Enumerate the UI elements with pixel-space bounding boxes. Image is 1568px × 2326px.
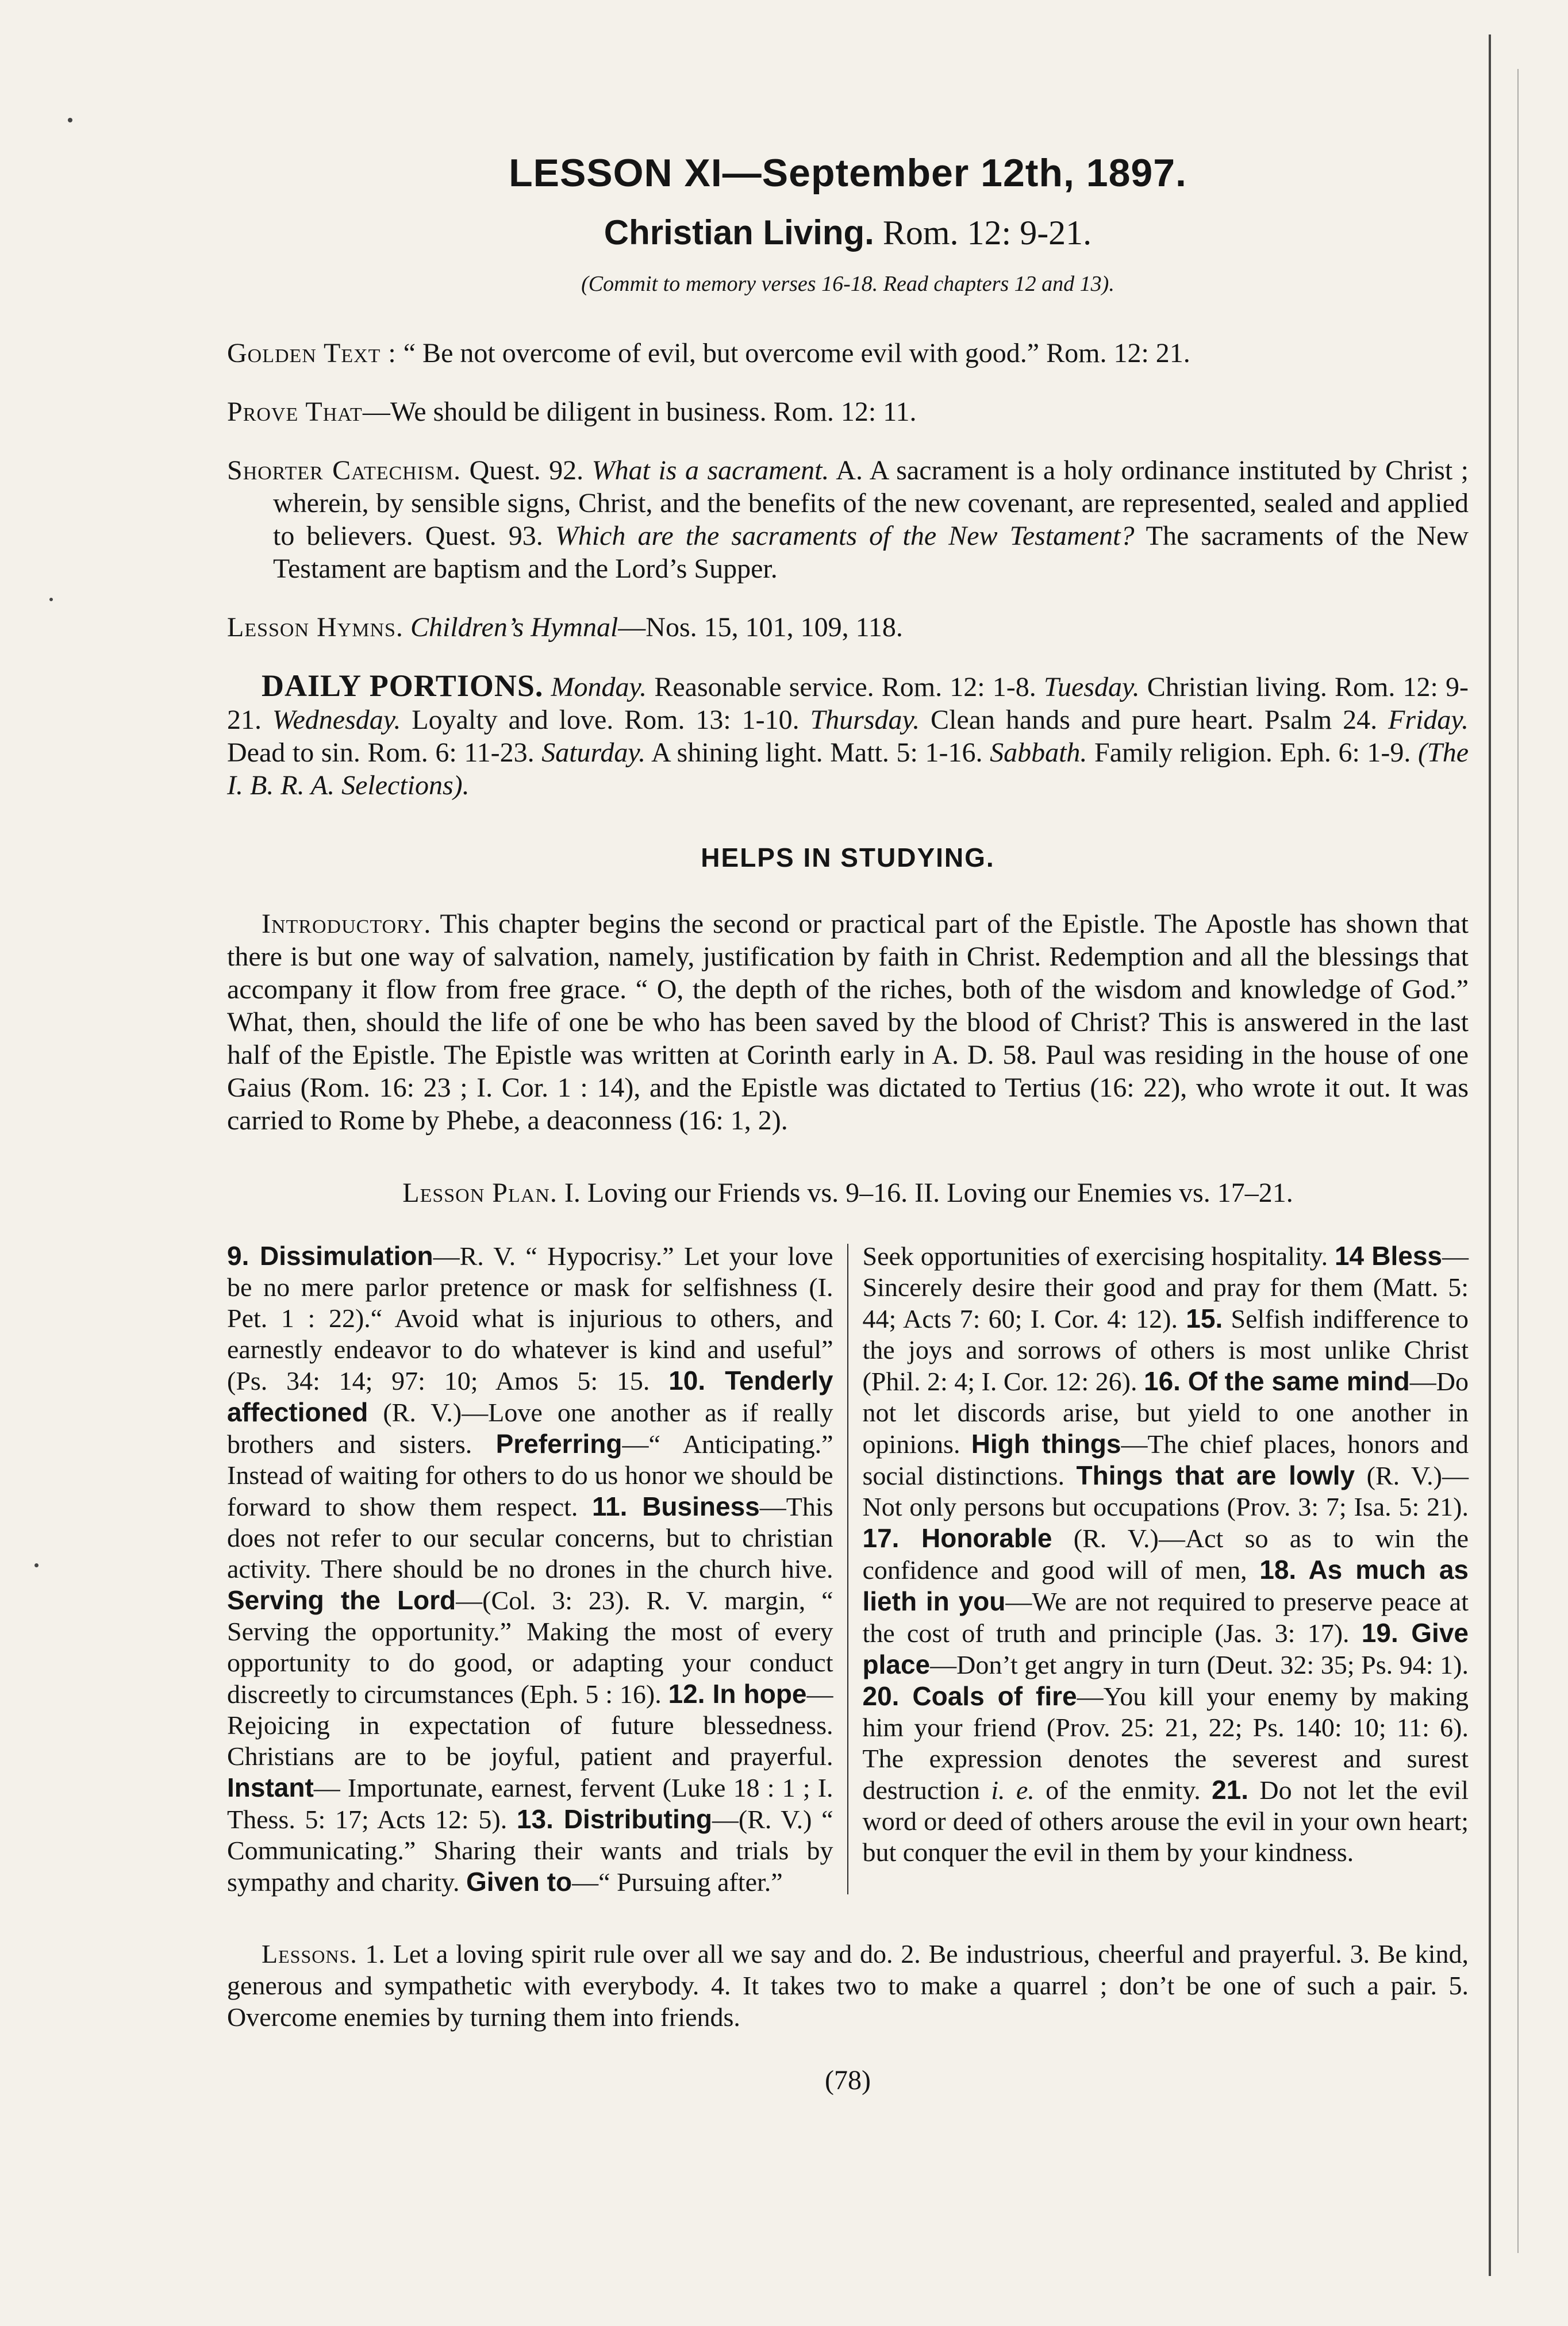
note-text: of the enmity. (1034, 1775, 1212, 1805)
lesson-subtitle (227, 213, 1469, 253)
day-thursday: Thursday. (810, 705, 920, 735)
note-keyword: 9. Dissimulation (227, 1241, 433, 1271)
note-keyword: 19. Give place (862, 1618, 1469, 1679)
catechism-question-93-text: Which are the sacraments of the New Testament? (555, 521, 1135, 551)
note-text: (R. V.)—Not only persons but occupations (Prov. 3: 7; Isa. 5: 21). (862, 1461, 1469, 1521)
note-text: —Do not let discords arise, but yield to one another in opinions. (862, 1367, 1469, 1459)
note-text: Selfish indifference to the joys and sorrows of others is most unlike Christ (Phil. 2: 4; I. Cor. 12: 26). (862, 1304, 1469, 1396)
reading-tuesday: Christian living. Rom. 12: 9-21. (227, 672, 1469, 735)
note-text: —(R. V.) “ Communicating.” Sharing their wants and trials by sympathy and charity. (227, 1805, 833, 1897)
reading-wednesday: Loyalty and love. Rom. 13: 1-10. (401, 705, 810, 735)
note-text: —We are not required to preserve peace at the cost of truth and principle (Jas. 3: 17). (862, 1587, 1469, 1648)
note-keyword: 13. Distributing (516, 1804, 712, 1834)
note-keyword: 21. (1212, 1775, 1249, 1805)
lesson-content (227, 151, 1469, 2096)
catechism-answer-92: A. A sacrament is a holy ordinance instituted by Christ ; wherein, by sensible signs, Christ, and the benefits of the new covenant, are represented, sealed and applied to believers. Quest. 93. (273, 455, 1469, 551)
note-keyword: 18. As much as lieth in you (862, 1555, 1469, 1616)
note-keyword: Given to (466, 1867, 572, 1897)
scan-speck (49, 598, 53, 601)
notes-right-column (848, 1240, 1469, 1898)
note-keyword: 17. Honorable (862, 1523, 1052, 1553)
lesson-plan-body: I. Loving our Friends vs. 9–16. II. Loving our Enemies vs. 17–21. (557, 1178, 1293, 1208)
prove-that (227, 395, 1469, 428)
note-keyword: High things (971, 1429, 1121, 1459)
golden-text-body: “ Be not overcome of evil, but overcome evil with good.” Rom. 12: 21. (403, 338, 1190, 368)
reading-friday: Dead to sin. Rom. 6: 11-23. (227, 737, 542, 768)
catechism-question-92-text: What is a sacrament. (591, 455, 829, 486)
note-text: —“ Pursuing after.” (572, 1867, 783, 1897)
day-wednesday: Wednesday. (272, 705, 401, 735)
note-text: —This does not refer to our secular concerns, but to christian activity. There should be no drones in the church hive. (227, 1492, 833, 1583)
note-text: —“ Anticipating.” Instead of waiting for others to do us honor we should be forward to show them respect. (227, 1429, 833, 1521)
lesson-title: LESSON XI—September 12th, 1897. (509, 151, 1187, 195)
note-text: (R. V.)—Love one another as if really brothers and sisters. (227, 1398, 833, 1459)
catechism-label: Shorter Catechism. (227, 455, 462, 486)
day-tuesday: Tuesday. (1043, 672, 1140, 702)
day-sabbath: Sabbath. (990, 737, 1087, 768)
day-monday: Monday. (551, 672, 647, 702)
lesson-reference: Rom. 12: 9-21. (882, 214, 1092, 252)
note-keyword: Preferring (495, 1429, 622, 1459)
lesson-plan (227, 1177, 1469, 1209)
note-keyword: 16. Of the same mind (1144, 1366, 1410, 1396)
note-keyword: Serving the Lord (227, 1585, 456, 1615)
day-friday: Friday. (1388, 705, 1469, 735)
hymns-numbers: —Nos. 15, 101, 109, 118. (618, 612, 903, 643)
note-text: —The chief places, honors and social distinctions. (862, 1429, 1469, 1490)
introductory (227, 908, 1469, 1137)
note-keyword: 15. (1186, 1304, 1223, 1333)
daily-portions-label: DAILY PORTIONS. (262, 668, 544, 703)
binding-edge (1489, 34, 1491, 2276)
lesson-topic: Christian Living. (604, 213, 874, 252)
note-keyword: 12. In hope (668, 1679, 807, 1709)
note-text-italic: i. e. (991, 1775, 1035, 1805)
golden-text (227, 337, 1469, 370)
reading-sabbath: Family religion. Eph. 6: 1-9. (1087, 737, 1419, 768)
note-text: — Importunate, earnest, fervent (Luke 18 : 1 ; I. Thess. 5: 17; Acts 12: 5). (227, 1773, 833, 1834)
note-text: —Don’t get angry in turn (Deut. 32: 35; Ps. 94: 1). (930, 1650, 1469, 1679)
reading-monday: Reasonable service. Rom. 12: 1-8. (647, 672, 1044, 702)
day-saturday: Saturday. (541, 737, 646, 768)
helps-heading: HELPS IN STUDYING. (701, 843, 995, 872)
reading-thursday: Clean hands and pure heart. Psalm 24. (920, 705, 1388, 735)
note-text: —(Col. 3: 23). R. V. margin, “ Serving the opportunity.” Making the most of every opportunity to do good, or adapting your conduct discreetly to circumstances (Eph. 5 : 16). (227, 1586, 833, 1709)
hymns-label: Lesson Hymns. (227, 612, 403, 643)
note-text: —Sincerely desire their good and pray for them (Matt. 5: 44; Acts 7: 60; I. Cor. 4: 12). (862, 1241, 1469, 1333)
catechism-answer-93: The sacraments of the New Testament are baptism and the Lord’s Supper. (273, 521, 1469, 584)
lessons-body: 1. Let a loving spirit rule over all we say and do. 2. Be industrious, cheerful and prayerful. 3. Be kind, generous and sympathetic with everybody. 4. It takes two to make a quarrel ; don’t be one of such a pair. 5. Overcome enemies by turning them into friends. (227, 1939, 1469, 2032)
prove-that-body: —We should be diligent in business. Rom. 12: 11. (362, 397, 917, 427)
note-text: Do not let the evil word or deed of others arouse the evil in your own heart; but conquer the evil in them by your kindness. (862, 1775, 1469, 1867)
note-text: —You kill your enemy by making him your friend (Prov. 25: 21, 22; Ps. 140: 10; 11: 6). The expression denotes the severest and surest destruction (862, 1682, 1469, 1805)
note-text: Seek opportunities of exercising hospitality. (862, 1241, 1335, 1271)
hymns-book: Children’s Hymnal (410, 612, 618, 643)
scan-speck (68, 118, 72, 122)
note-keyword: 11. Business (591, 1491, 760, 1521)
note-text: —Rejoicing in expectation of future blessedness. Christians are to be joyful, patient and prayerful. (227, 1679, 833, 1771)
note-text: (R. V.)—Act so as to win the confidence and good will of men, (862, 1524, 1469, 1585)
reading-saturday: A shining light. Matt. 5: 1-16. (645, 737, 990, 768)
note-keyword: 20. Coals of fire (862, 1681, 1077, 1711)
notes-left-column (227, 1240, 847, 1898)
note-keyword: 14 Bless (1334, 1241, 1442, 1271)
note-keyword: Instant (227, 1773, 314, 1802)
lesson-plan-label: Lesson Plan. (402, 1178, 558, 1208)
lesson-hymns (227, 611, 1469, 644)
note-keyword: 10. Tenderly affectioned (227, 1366, 833, 1427)
verse-notes (227, 1240, 1469, 1898)
shorter-catechism (227, 454, 1469, 585)
introductory-body: This chapter begins the second or practical part of the Epistle. The Apostle has shown that there is but one way of salvation, namely, justification by faith in Christ. Redemption and all the blessings that accompany it flow from free grace. “ O, the depth of the riches, both of the wisdom and knowledge of God.” What, then, should the life of one be who has been saved by the blood of Christ? This is answered in the last half of the Epistle. The Epistle was written at Corinth early in A. D. 58. Paul was residing in the house of one Gaius (Rom. 16: 23 ; I. Cor. 1 : 14), and the Epistle was dictated to Tertius (16: 22), who wrote it out. It was carried to Rome by Phebe, a deaconness (16: 1, 2). (227, 909, 1469, 1136)
prove-that-label: Prove That (227, 397, 363, 427)
daily-portions (227, 670, 1469, 802)
note-keyword: Things that are lowly (1076, 1460, 1355, 1490)
scan-speck (34, 1563, 39, 1567)
readings-source: (The I. B. R. A. Selections). (227, 737, 1469, 801)
page-number: (78) (825, 2065, 871, 2096)
commit-note: (Commit to memory verses 16-18. Read chapters 12 and 13). (581, 272, 1114, 296)
binding-edge-shadow (1517, 69, 1519, 2253)
lessons (227, 1938, 1469, 2033)
note-text: —R. V. “ Hypocrisy.” Let your love be no mere parlor pretence or mask for selfishness (I. Pet. 1 : 22).“ Avoid what is injurious to others, and earnestly endeavor to do whatever is kind and useful” (Ps. 34: 14; 97: 10; Amos 5: 15. (227, 1241, 833, 1395)
catechism-question-92: Quest. 92. (461, 455, 592, 486)
introductory-label: Introductory. (262, 909, 432, 939)
lessons-label: Lessons. (262, 1939, 358, 1969)
golden-text-label: Golden Text : (227, 338, 397, 368)
